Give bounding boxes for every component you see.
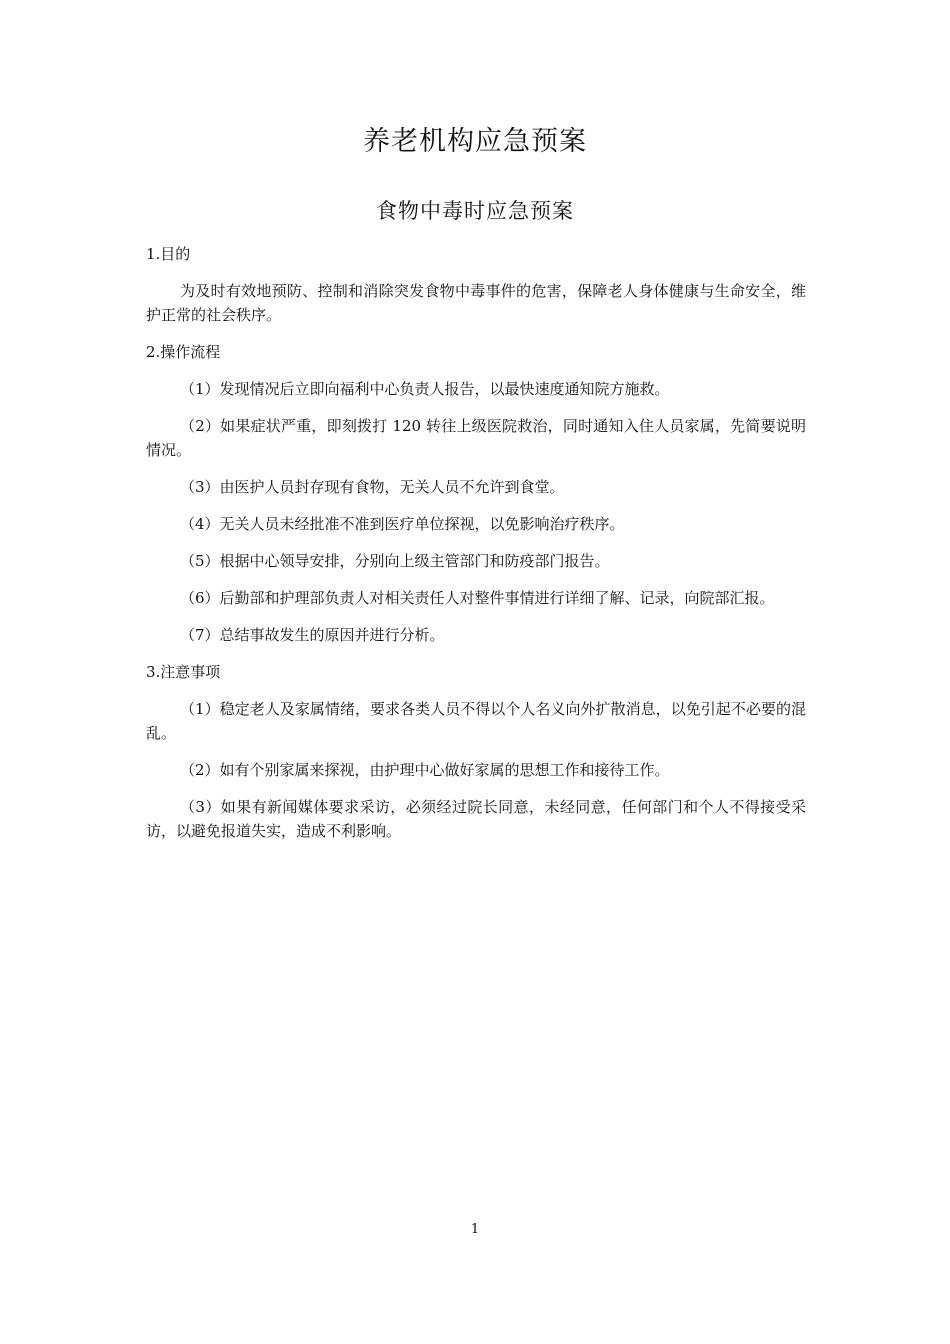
section-heading: 2.操作流程: [146, 343, 221, 361]
section-paragraph: （6）后勤部和护理部负责人对相关责任人对整件事情进行详细了解、记录，向院部汇报。: [180, 589, 775, 607]
section-paragraph: 为及时有效地预防、控制和消除突发食物中毒事件的危害，保障老人身体健康与生命安全，维护正常的社会秩序。: [146, 282, 806, 324]
section-paragraph: （7）总结事故发生的原因并进行分析。: [180, 626, 445, 644]
document-body: [146, 242, 806, 856]
section-paragraph: （5）根据中心领导安排，分别向上级主管部门和防疫部门报告。: [180, 552, 610, 570]
section-paragraph: （1）稳定老人及家属情绪，要求各类人员不得以个人名义向外扩散消息，以免引起不必要的混乱。: [146, 700, 806, 742]
document-title: 养老机构应急预案: [363, 126, 587, 157]
section-paragraph: （3）由医护人员封存现有食物，无关人员不允许到食堂。: [180, 478, 565, 496]
section-paragraph: （1）发现情况后立即向福利中心负责人报告，以最快速度通知院方施救。: [180, 380, 670, 398]
page-number: 1: [470, 1222, 480, 1237]
section-paragraph: （2）如果症状严重，即刻拨打 120 转往上级医院救治，同时通知入住人员家属，先简要说明情况。: [146, 417, 806, 459]
section-paragraph: （2）如有个别家属来探视，由护理中心做好家属的思想工作和接待工作。: [180, 761, 670, 779]
section-paragraph: （3）如果有新闻媒体要求采访，必须经过院长同意，未经同意，任何部门和个人不得接受采访，以避免报道失实，造成不利影响。: [146, 798, 806, 840]
section-paragraph: （4）无关人员未经批准不准到医疗单位探视，以免影响治疗秩序。: [180, 515, 625, 533]
section-heading: 1.目的: [146, 245, 191, 263]
document-subtitle: 食物中毒时应急预案: [376, 199, 574, 223]
section-heading: 3.注意事项: [146, 663, 221, 681]
